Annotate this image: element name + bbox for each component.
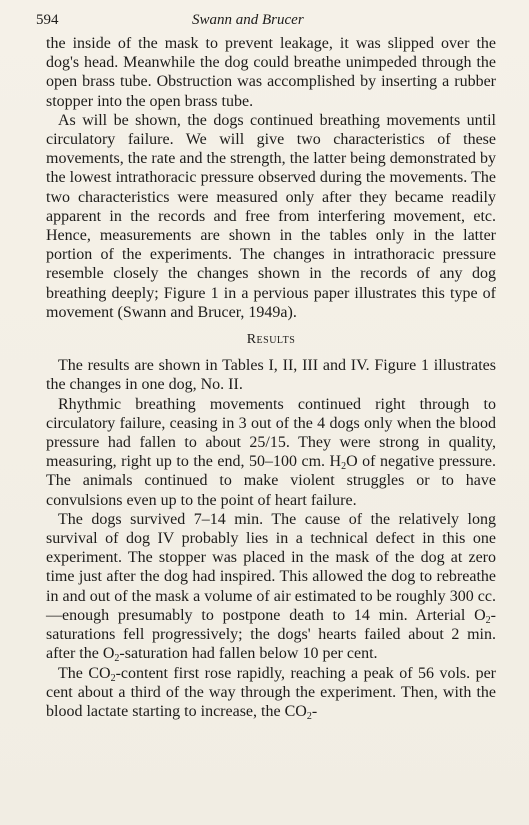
body-text <box>46 34 496 721</box>
paragraph: the inside of the mask to prevent leakage, it was slipped over the dog's head. Meanwhile the dog could breathe unimpeded through the open brass tube. Obstruction was accomplished by inserting a rubber stopper into the open brass tube. <box>46 35 496 110</box>
paragraph <box>46 395 496 510</box>
subscript: 2 <box>110 672 116 684</box>
paragraph: As will be shown, the dogs continued breathing movements until circulatory failure. We will give two characteristics of these movements, the rate and the strength, the latter being demonstrated by the lowest intrathoracic pressure observed during the movements. The two characteristics were measured only after they became readily apparent in the records and free from interfering movement, etc. Hence, measurements are shown in the tables only in the latter portion of the experiments. The changes in intrathoracic pressure resemble closely the changes shown in the records of any dog breathing deeply; Figure 1 in a pervious paper illustrates this type of movement (Swann and Brucer, 1949a). <box>46 111 496 321</box>
subscript: 2 <box>341 461 347 473</box>
paragraph: The results are shown in Tables I, II, III and IV. Figure 1 illustrates the changes in one dog, No. II. <box>46 357 496 394</box>
subscript: 2 <box>485 614 491 626</box>
paragraph-text: The dogs survived 7–14 min. The cause of the relatively long survival of dog IV probably lies in a technical defect in this one experiment. The stopper was placed in the mask of the dog at zero time just after the dog had inspired. This allowed the dog to rebreathe in and out of the mask a volume of air estimated to be roughly 300 cc.—enough presumably to postpone death to 14 min. Arterial O <box>46 510 496 624</box>
paragraph-text: -saturations fell progressively; the dogs' hearts failed about 2 min. after the O <box>46 606 496 663</box>
paragraph-text: -content first rose rapidly, reaching a peak of 56 vols. per cent about a third of the way through the experiment. Then, with the blood lactate starting to increase, the CO <box>46 664 496 720</box>
paragraph-text: Rhythmic breathing movements continued right through to circulatory failure, ceasing in 3 out of the 4 dogs only when the blood pressure had fallen to about 25/15. They were strong in quality, measuring, right up to the end, 50–100 cm. H <box>46 395 496 471</box>
page-number: 594 <box>36 12 59 28</box>
running-head <box>36 12 494 34</box>
paragraph <box>46 510 496 664</box>
paragraph-text: - <box>311 702 318 720</box>
section-heading: Results <box>246 332 296 348</box>
paragraph-text: The CO <box>58 664 111 682</box>
paragraph <box>46 664 496 722</box>
running-title: Swann and Brucer <box>192 12 304 28</box>
paragraph-text: O of negative pressure. The animals continued to make violent struggles or to have convulsions even up to the point of heart failure. <box>46 453 497 509</box>
paragraph-text: -saturation had fallen below 10 per cent. <box>119 645 378 663</box>
subscript: 2 <box>114 653 120 665</box>
subscript: 2 <box>306 710 312 722</box>
